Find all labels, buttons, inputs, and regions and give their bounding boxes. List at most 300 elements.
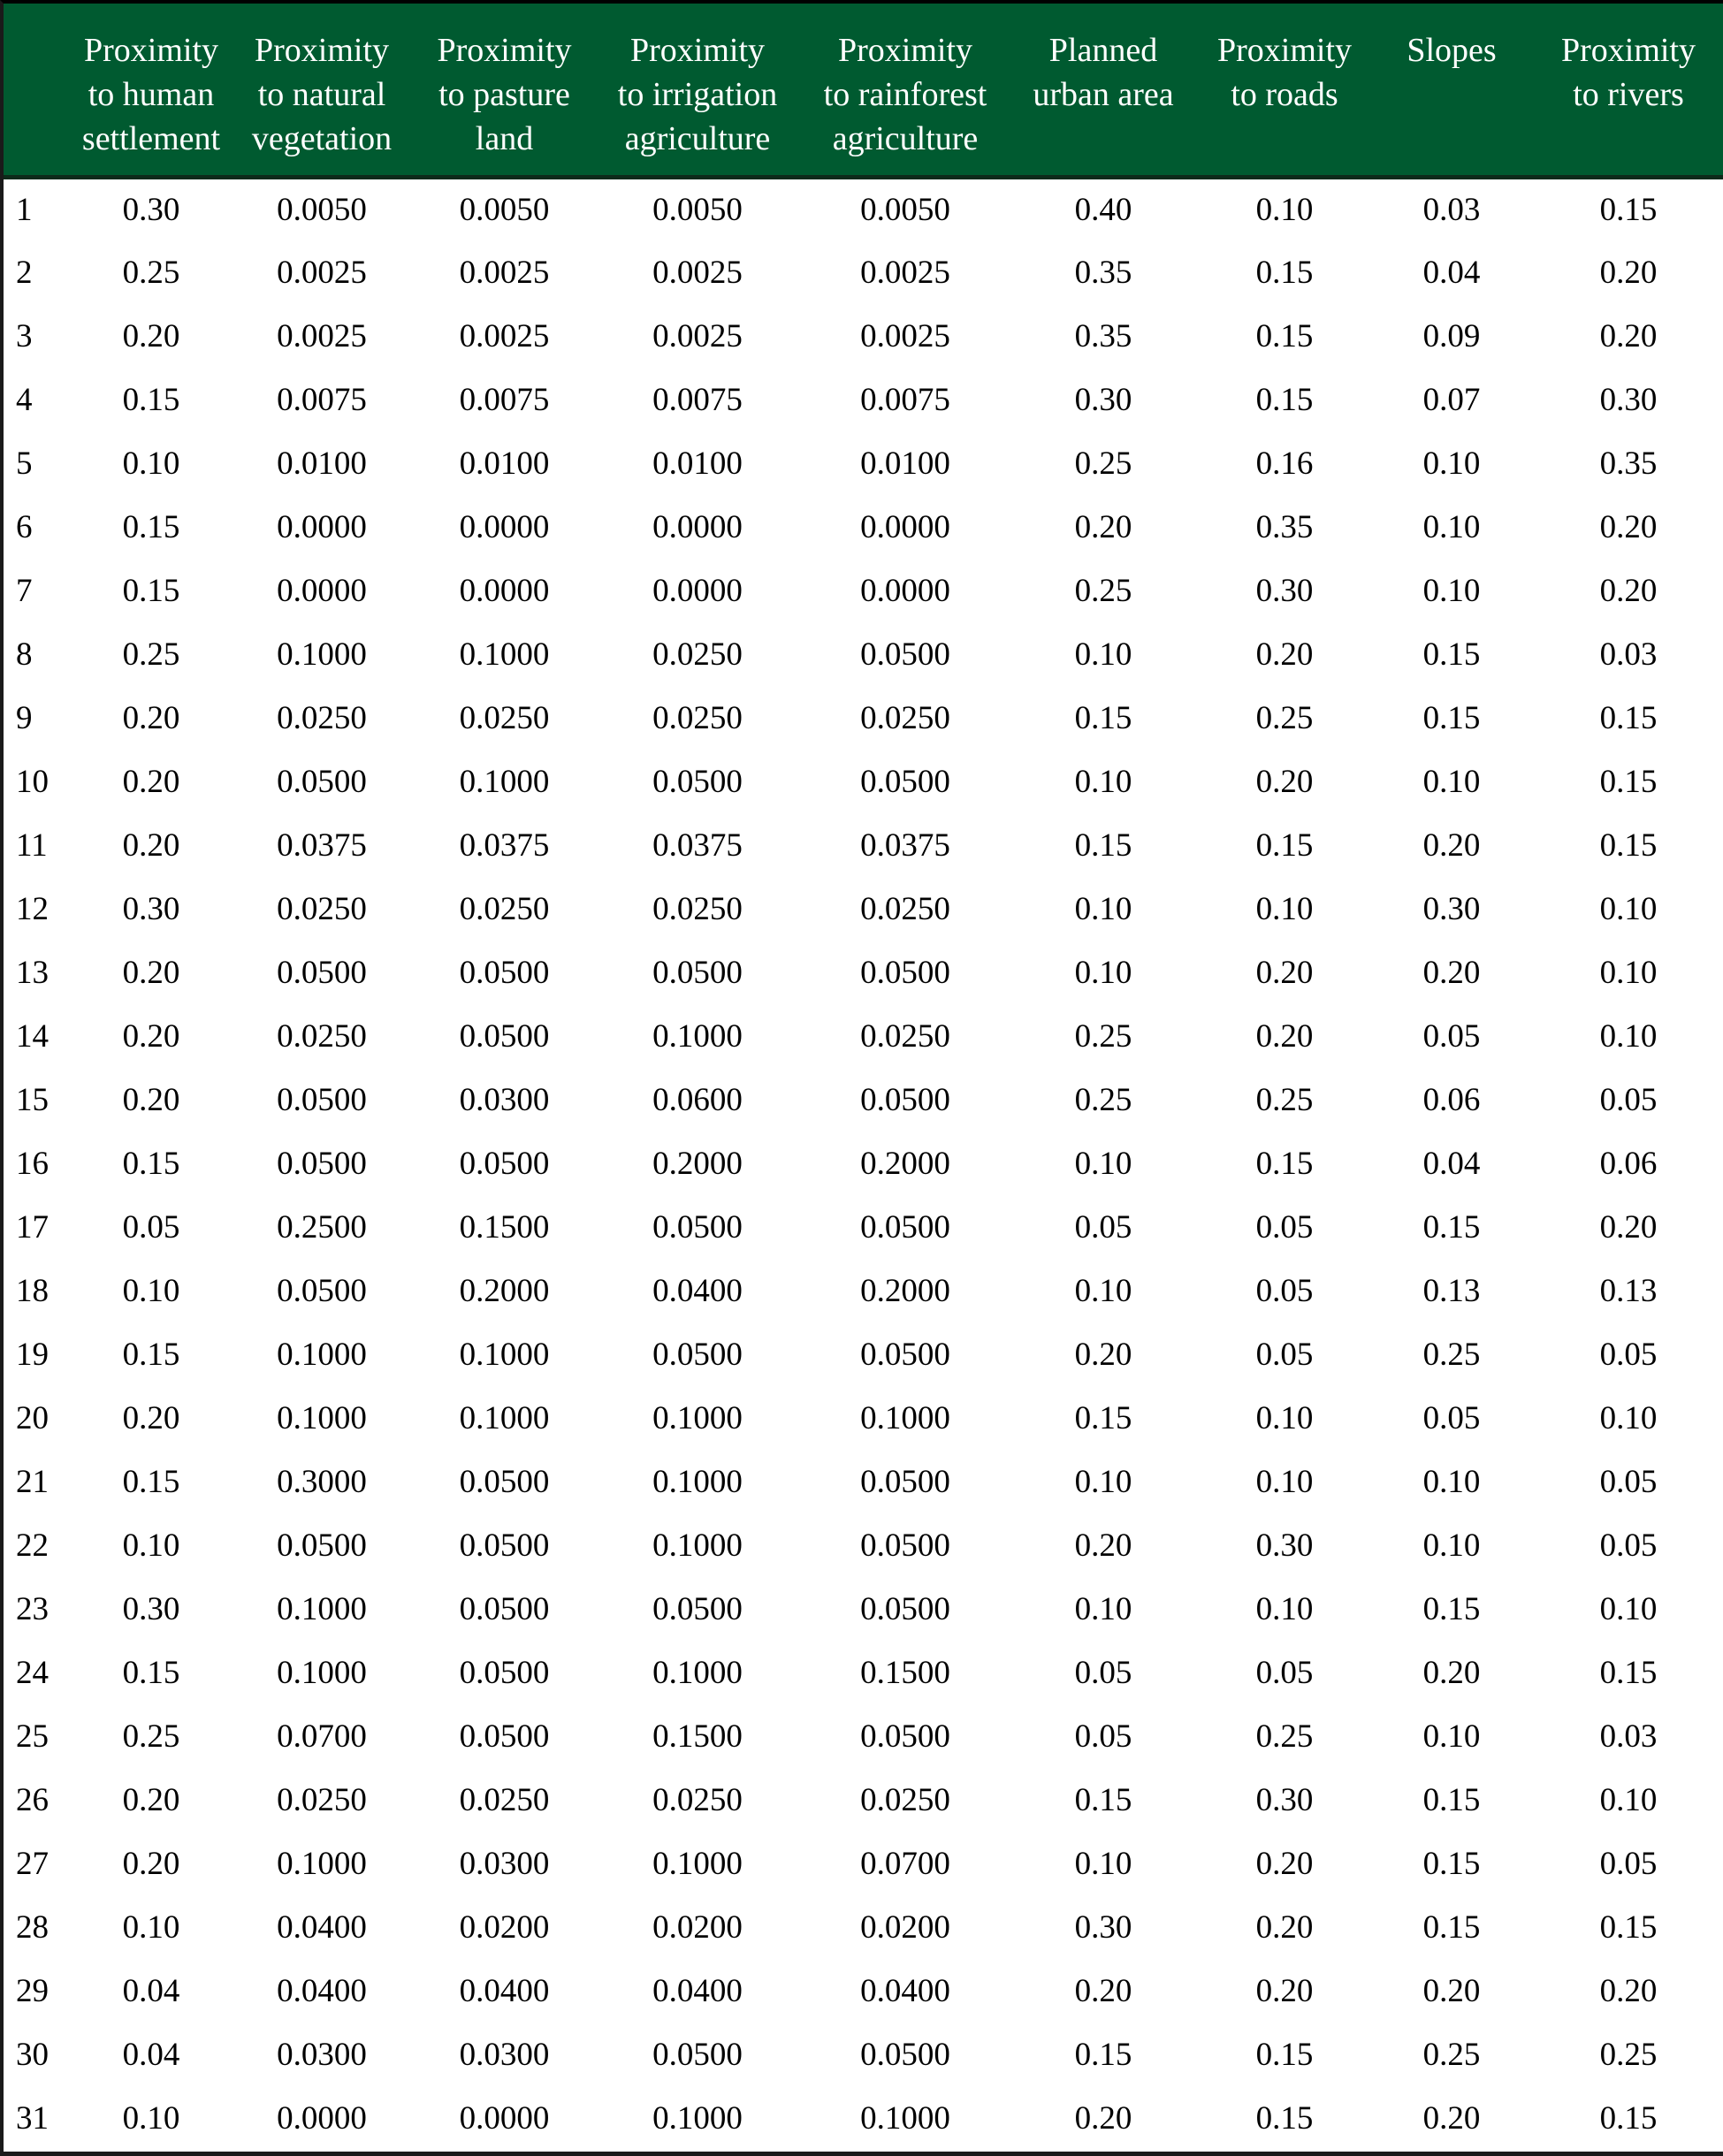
table-cell: 0.0500 (459, 1017, 550, 1055)
table-cell: 0.35 (1074, 317, 1132, 354)
table-cell: 0.15 (1255, 1145, 1314, 1182)
column-header-line: Proximity (83, 32, 219, 69)
table-cell: 0.15 (1422, 699, 1481, 736)
table-cell: 0.10 (1074, 890, 1132, 927)
table-cell: 0.25 (1074, 1081, 1132, 1118)
table-cell: 0.20 (122, 1781, 180, 1818)
table-cell: 0.07 (1422, 381, 1481, 418)
table-cell: 0.20 (1422, 1654, 1481, 1691)
table-cell: 0.20 (1255, 1845, 1314, 1882)
table-cell: 0.25 (1599, 2036, 1658, 2073)
column-header-line: Proximity (629, 32, 766, 69)
column-header-line: to human (88, 76, 215, 113)
table-cell: 0.20 (122, 827, 180, 864)
table-cell: 0.20 (122, 954, 180, 991)
table-cell: 0.30 (1255, 1527, 1314, 1564)
table-cell: 0.10 (1255, 890, 1314, 927)
row-number-cell: 27 (16, 1845, 49, 1882)
weights-table (4, 4, 1723, 2150)
table-cell: 0.0500 (652, 1590, 743, 1627)
table-cell: 0.25 (122, 1718, 180, 1755)
table-cell: 0.25 (1074, 1017, 1132, 1055)
table-cell: 0.20 (122, 1081, 180, 1118)
table-cell: 0.0250 (459, 890, 550, 927)
table-cell: 0.0000 (652, 508, 743, 545)
table-cell: 0.15 (1422, 1590, 1481, 1627)
table-cell: 0.05 (122, 1208, 180, 1246)
table-cell: 0.0700 (860, 1845, 950, 1882)
table-cell: 0.1000 (652, 1527, 743, 1564)
table-cell: 0.20 (1255, 636, 1314, 673)
table-cell: 0.10 (122, 1908, 180, 1946)
row-number-cell: 15 (16, 1081, 49, 1118)
row-number-cell: 2 (16, 254, 33, 291)
table-cell: 0.0375 (459, 827, 550, 864)
table-cell: 0.15 (1599, 191, 1658, 228)
table-cell: 0.0400 (277, 1908, 367, 1946)
column-header (414, 4, 595, 177)
column-header-line: vegetation (251, 120, 393, 157)
table-cell: 0.0075 (652, 381, 743, 418)
row-number-cell: 20 (16, 1399, 49, 1436)
row-number-cell: 19 (16, 1336, 49, 1373)
column-header-line: settlement (81, 120, 221, 157)
table-cell: 0.0025 (459, 254, 550, 291)
table-cell: 0.0500 (652, 1208, 743, 1246)
table-cell: 0.20 (1074, 1336, 1132, 1373)
table-cell: 0.15 (122, 1336, 180, 1373)
table-cell: 0.0500 (459, 1590, 550, 1627)
table-cell: 0.0500 (860, 1590, 950, 1627)
row-number-cell: 23 (16, 1590, 49, 1627)
table-cell: 0.25 (122, 636, 180, 673)
table-row (4, 2086, 1723, 2150)
table-cell: 0.0500 (459, 1527, 550, 1564)
table-cell: 0.0000 (860, 572, 950, 609)
table-cell: 0.2500 (277, 1208, 367, 1246)
table-cell: 0.15 (1599, 699, 1658, 736)
table-cell: 0.15 (1074, 2036, 1132, 2073)
table-cell: 0.13 (1599, 1272, 1658, 1309)
table-cell: 0.03 (1599, 636, 1658, 673)
table-cell: 0.10 (1422, 1718, 1481, 1755)
table-cell: 0.35 (1255, 508, 1314, 545)
table-cell: 0.20 (1422, 1972, 1481, 2009)
table-cell: 0.15 (122, 1463, 180, 1500)
table-cell: 0.0700 (277, 1718, 367, 1755)
table-cell: 0.20 (1599, 254, 1658, 291)
table-cell: 0.0000 (860, 508, 950, 545)
row-number-cell: 1 (16, 191, 33, 228)
table-cell: 0.20 (1255, 763, 1314, 800)
table-row (4, 1704, 1723, 1768)
table-cell: 0.30 (1599, 381, 1658, 418)
table-cell: 0.0500 (459, 1463, 550, 1500)
table-cell: 0.20 (122, 699, 180, 736)
table-cell: 0.25 (1074, 572, 1132, 609)
table-cell: 0.10 (1074, 1590, 1132, 1627)
column-header-line: Proximity (1560, 32, 1696, 69)
table-row (4, 1195, 1723, 1259)
table-cell: 0.10 (1422, 572, 1481, 609)
table-cell: 0.05 (1599, 1463, 1658, 1500)
row-number-cell: 29 (16, 1972, 49, 2009)
table-cell: 0.0000 (459, 2099, 550, 2137)
table-cell: 0.05 (1599, 1336, 1658, 1373)
table-cell: 0.2000 (459, 1272, 550, 1309)
column-header-index (4, 4, 72, 177)
table-cell: 0.0500 (860, 763, 950, 800)
table-cell: 0.0000 (277, 508, 367, 545)
table-cell: 0.0500 (277, 763, 367, 800)
table-cell: 0.10 (1074, 636, 1132, 673)
table-cell: 0.0250 (277, 1781, 367, 1818)
table-cell: 0.15 (1255, 317, 1314, 354)
column-header (1530, 4, 1723, 177)
table-row (4, 559, 1723, 622)
table-cell: 0.1500 (459, 1208, 550, 1246)
table-cell: 0.0250 (860, 1017, 950, 1055)
table-cell: 0.0250 (459, 699, 550, 736)
table-cell: 0.0250 (277, 699, 367, 736)
table-cell: 0.0500 (277, 1081, 367, 1118)
table-cell: 0.2000 (652, 1145, 743, 1182)
row-number-cell: 30 (16, 2036, 49, 2073)
table-cell: 0.20 (1074, 1972, 1132, 2009)
table-cell: 0.0300 (459, 2036, 550, 2073)
table-cell: 0.0000 (652, 572, 743, 609)
table-row (4, 495, 1723, 559)
table-cell: 0.0500 (459, 1718, 550, 1755)
table-cell: 0.15 (1599, 1908, 1658, 1946)
row-number-cell: 24 (16, 1654, 49, 1691)
table-cell: 0.10 (1422, 445, 1481, 482)
row-number-cell: 7 (16, 572, 33, 609)
table-cell: 0.25 (1422, 2036, 1481, 2073)
column-header-line: Proximity (1216, 32, 1353, 69)
table-cell: 0.15 (1255, 254, 1314, 291)
table-cell: 0.15 (1599, 763, 1658, 800)
table-cell: 0.0500 (459, 1145, 550, 1182)
table-cell: 0.10 (122, 445, 180, 482)
table-row (4, 240, 1723, 304)
table-cell: 0.0500 (860, 1527, 950, 1564)
table-row (4, 1895, 1723, 1959)
table-cell: 0.30 (122, 191, 180, 228)
table-cell: 0.0375 (860, 827, 950, 864)
table-cell: 0.0100 (277, 445, 367, 482)
table-cell: 0.15 (1599, 827, 1658, 864)
table-cell: 0.1500 (860, 1654, 950, 1691)
table-cell: 0.1000 (652, 1845, 743, 1882)
table-cell: 0.20 (1255, 1017, 1314, 1055)
table-cell: 0.20 (1599, 1208, 1658, 1246)
table-cell: 0.0500 (459, 954, 550, 991)
table-cell: 0.06 (1422, 1081, 1481, 1118)
table-cell: 0.20 (122, 317, 180, 354)
table-cell: 0.04 (1422, 1145, 1481, 1182)
table-cell: 0.0500 (652, 763, 743, 800)
table-row (4, 1386, 1723, 1450)
table-cell: 0.35 (1074, 254, 1132, 291)
table-cell: 0.0250 (277, 1017, 367, 1055)
table-cell: 0.25 (1255, 699, 1314, 736)
table-cell: 0.0100 (652, 445, 743, 482)
table-cell: 0.10 (1599, 1399, 1658, 1436)
table-cell: 0.20 (1599, 1972, 1658, 2009)
table-body (4, 177, 1723, 2150)
table-cell: 0.0025 (459, 317, 550, 354)
table-cell: 0.25 (1074, 445, 1132, 482)
table-cell: 0.10 (1074, 1272, 1132, 1309)
table-row (4, 750, 1723, 813)
column-header (72, 4, 230, 177)
table-cell: 0.04 (1422, 254, 1481, 291)
table-cell: 0.15 (1422, 1781, 1481, 1818)
table-cell: 0.20 (1422, 827, 1481, 864)
table-cell: 0.0050 (860, 191, 950, 228)
table-row (4, 1832, 1723, 1895)
table-cell: 0.0500 (860, 1463, 950, 1500)
table-cell: 0.0200 (860, 1908, 950, 1946)
row-number-cell: 12 (16, 890, 49, 927)
table-cell: 0.05 (1422, 1017, 1481, 1055)
table-row (4, 1513, 1723, 1577)
table-cell: 0.05 (1255, 1272, 1314, 1309)
table-cell: 0.1000 (277, 1399, 367, 1436)
table-cell: 0.20 (1599, 508, 1658, 545)
table-cell: 0.0500 (860, 1718, 950, 1755)
row-number-cell: 5 (16, 445, 33, 482)
table-row (4, 2023, 1723, 2086)
table-row (4, 368, 1723, 431)
table-cell: 0.0075 (277, 381, 367, 418)
column-header-line: Proximity (837, 32, 973, 69)
table-cell: 0.2000 (860, 1272, 950, 1309)
table-cell: 0.04 (122, 1972, 180, 2009)
table-cell: 0.0500 (459, 1654, 550, 1691)
column-header-line: Proximity (254, 32, 390, 69)
row-number-cell: 22 (16, 1527, 49, 1564)
column-header-line: to rainforest (823, 76, 987, 113)
table-cell: 0.03 (1599, 1718, 1658, 1755)
table-cell: 0.05 (1074, 1208, 1132, 1246)
row-number-cell: 25 (16, 1718, 49, 1755)
row-number-cell: 16 (16, 1145, 49, 1182)
table-cell: 0.15 (1422, 636, 1481, 673)
table-cell: 0.10 (122, 1527, 180, 1564)
table-cell: 0.05 (1074, 1718, 1132, 1755)
table-cell: 0.20 (1074, 1527, 1132, 1564)
table-cell: 0.03 (1422, 191, 1481, 228)
column-header-line: to roads (1231, 76, 1338, 113)
table-cell: 0.15 (1422, 1845, 1481, 1882)
table-cell: 0.0250 (860, 1781, 950, 1818)
table-cell: 0.0500 (860, 636, 950, 673)
column-header-line: Proximity (437, 32, 572, 69)
table-cell: 0.15 (1074, 1399, 1132, 1436)
table-cell: 0.30 (1255, 572, 1314, 609)
table-cell: 0.20 (1074, 508, 1132, 545)
table-cell: 0.0250 (652, 699, 743, 736)
row-number-cell: 6 (16, 508, 33, 545)
table-cell: 0.10 (1599, 1781, 1658, 1818)
column-header-line: Slopes (1407, 32, 1497, 69)
table-cell: 0.10 (1074, 1463, 1132, 1500)
table-cell: 0.0300 (277, 2036, 367, 2073)
table-cell: 0.0100 (459, 445, 550, 482)
table-cell: 0.10 (1255, 191, 1314, 228)
table-cell: 0.0500 (860, 1336, 950, 1373)
table-cell: 0.0050 (459, 191, 550, 228)
table-cell: 0.30 (122, 1590, 180, 1627)
table-cell: 0.10 (1599, 1590, 1658, 1627)
table-cell: 0.10 (1599, 954, 1658, 991)
table-cell: 0.15 (122, 381, 180, 418)
table-cell: 0.10 (1255, 1590, 1314, 1627)
table-cell: 0.0050 (277, 191, 367, 228)
table-cell: 0.10 (1255, 1399, 1314, 1436)
table-cell: 0.0000 (277, 572, 367, 609)
table-cell: 0.20 (1255, 1972, 1314, 2009)
table-cell: 0.0500 (860, 1208, 950, 1246)
table-cell: 0.0600 (652, 1081, 743, 1118)
table-cell: 0.05 (1074, 1654, 1132, 1691)
table-cell: 0.05 (1599, 1527, 1658, 1564)
column-header (595, 4, 800, 177)
table-row (4, 813, 1723, 877)
table-cell: 0.15 (1599, 1654, 1658, 1691)
column-header (1010, 4, 1196, 177)
table-cell: 0.1000 (652, 1399, 743, 1436)
row-number-cell: 10 (16, 763, 49, 800)
table-row (4, 1577, 1723, 1641)
table-cell: 0.20 (1074, 2099, 1132, 2137)
table-cell: 0.0025 (860, 254, 950, 291)
table-cell: 0.40 (1074, 191, 1132, 228)
table-cell: 0.25 (1255, 1718, 1314, 1755)
table-row (4, 622, 1723, 686)
table-cell: 0.30 (1422, 890, 1481, 927)
column-header-line: land (475, 120, 534, 157)
column-header-line: to rivers (1573, 76, 1684, 113)
table-cell: 0.20 (1255, 954, 1314, 991)
table-cell: 0.25 (1255, 1081, 1314, 1118)
table-cell: 0.1000 (860, 2099, 950, 2137)
table-cell: 0.0500 (652, 2036, 743, 2073)
table-cell: 0.1000 (277, 636, 367, 673)
table-cell: 0.0250 (652, 890, 743, 927)
row-number-cell: 13 (16, 954, 49, 991)
table-row (4, 304, 1723, 368)
table-cell: 0.15 (122, 1654, 180, 1691)
table-cell: 0.35 (1599, 445, 1658, 482)
table-cell: 0.1000 (277, 1590, 367, 1627)
table-cell: 0.0000 (459, 572, 550, 609)
table-cell: 0.0000 (277, 2099, 367, 2137)
table-cell: 0.1000 (277, 1336, 367, 1373)
table-cell: 0.20 (1255, 1908, 1314, 1946)
table-row (4, 1450, 1723, 1513)
row-number-cell: 8 (16, 636, 33, 673)
table-cell: 0.15 (1422, 1908, 1481, 1946)
table-cell: 0.0500 (277, 954, 367, 991)
table-cell: 0.25 (1422, 1336, 1481, 1373)
table-cell: 0.1000 (277, 1654, 367, 1691)
table-cell: 0.10 (1422, 1463, 1481, 1500)
table-cell: 0.15 (1599, 2099, 1658, 2137)
table-cell: 0.20 (1422, 954, 1481, 991)
table-row (4, 941, 1723, 1004)
table-row (4, 177, 1723, 240)
column-header (800, 4, 1010, 177)
table-cell: 0.1000 (860, 1399, 950, 1436)
table-cell: 0.15 (1255, 2036, 1314, 2073)
table-cell: 0.0025 (652, 317, 743, 354)
table-cell: 0.10 (122, 2099, 180, 2137)
table-cell: 0.10 (122, 1272, 180, 1309)
table-cell: 0.0025 (860, 317, 950, 354)
table-cell: 0.05 (1255, 1208, 1314, 1246)
table-cell: 0.10 (1074, 954, 1132, 991)
table-cell: 0.06 (1599, 1145, 1658, 1182)
table-cell: 0.20 (1599, 317, 1658, 354)
table-row (4, 1131, 1723, 1195)
column-header (230, 4, 414, 177)
table-cell: 0.0375 (652, 827, 743, 864)
table-cell: 0.10 (1074, 763, 1132, 800)
table-cell: 0.15 (122, 572, 180, 609)
header-row (4, 4, 1723, 177)
table-cell: 0.0250 (652, 1781, 743, 1818)
table-cell: 0.10 (1422, 1527, 1481, 1564)
table-cell: 0.1500 (652, 1718, 743, 1755)
column-header-line: to natural (257, 76, 386, 113)
row-number-cell: 9 (16, 699, 33, 736)
table-cell: 0.15 (122, 1145, 180, 1182)
table-cell: 0.10 (1599, 890, 1658, 927)
table-cell: 0.15 (122, 508, 180, 545)
table-cell: 0.30 (1255, 1781, 1314, 1818)
row-number-cell: 14 (16, 1017, 49, 1055)
row-number-cell: 4 (16, 381, 33, 418)
table-cell: 0.20 (122, 763, 180, 800)
table-cell: 0.20 (122, 1399, 180, 1436)
row-number-cell: 28 (16, 1908, 49, 1946)
table-cell: 0.1000 (277, 1845, 367, 1882)
table-cell: 0.1000 (652, 1654, 743, 1691)
table-cell: 0.0500 (860, 2036, 950, 2073)
table-cell: 0.0400 (860, 1972, 950, 2009)
table-cell: 0.30 (1074, 381, 1132, 418)
row-number-cell: 17 (16, 1208, 49, 1246)
table-cell: 0.0075 (459, 381, 550, 418)
table-cell: 0.1000 (459, 636, 550, 673)
table-cell: 0.1000 (652, 2099, 743, 2137)
column-header-line: agriculture (624, 120, 771, 157)
table-cell: 0.15 (1255, 381, 1314, 418)
table-cell: 0.0250 (277, 890, 367, 927)
column-header-line: Planned (1048, 32, 1158, 69)
table-cell: 0.15 (1074, 699, 1132, 736)
table-cell: 0.0050 (652, 191, 743, 228)
table-row (4, 1259, 1723, 1322)
table-cell: 0.05 (1599, 1081, 1658, 1118)
table-cell: 0.15 (1074, 1781, 1132, 1818)
table-cell: 0.10 (1422, 508, 1481, 545)
table-cell: 0.0300 (459, 1845, 550, 1882)
table-cell: 0.2000 (860, 1145, 950, 1182)
